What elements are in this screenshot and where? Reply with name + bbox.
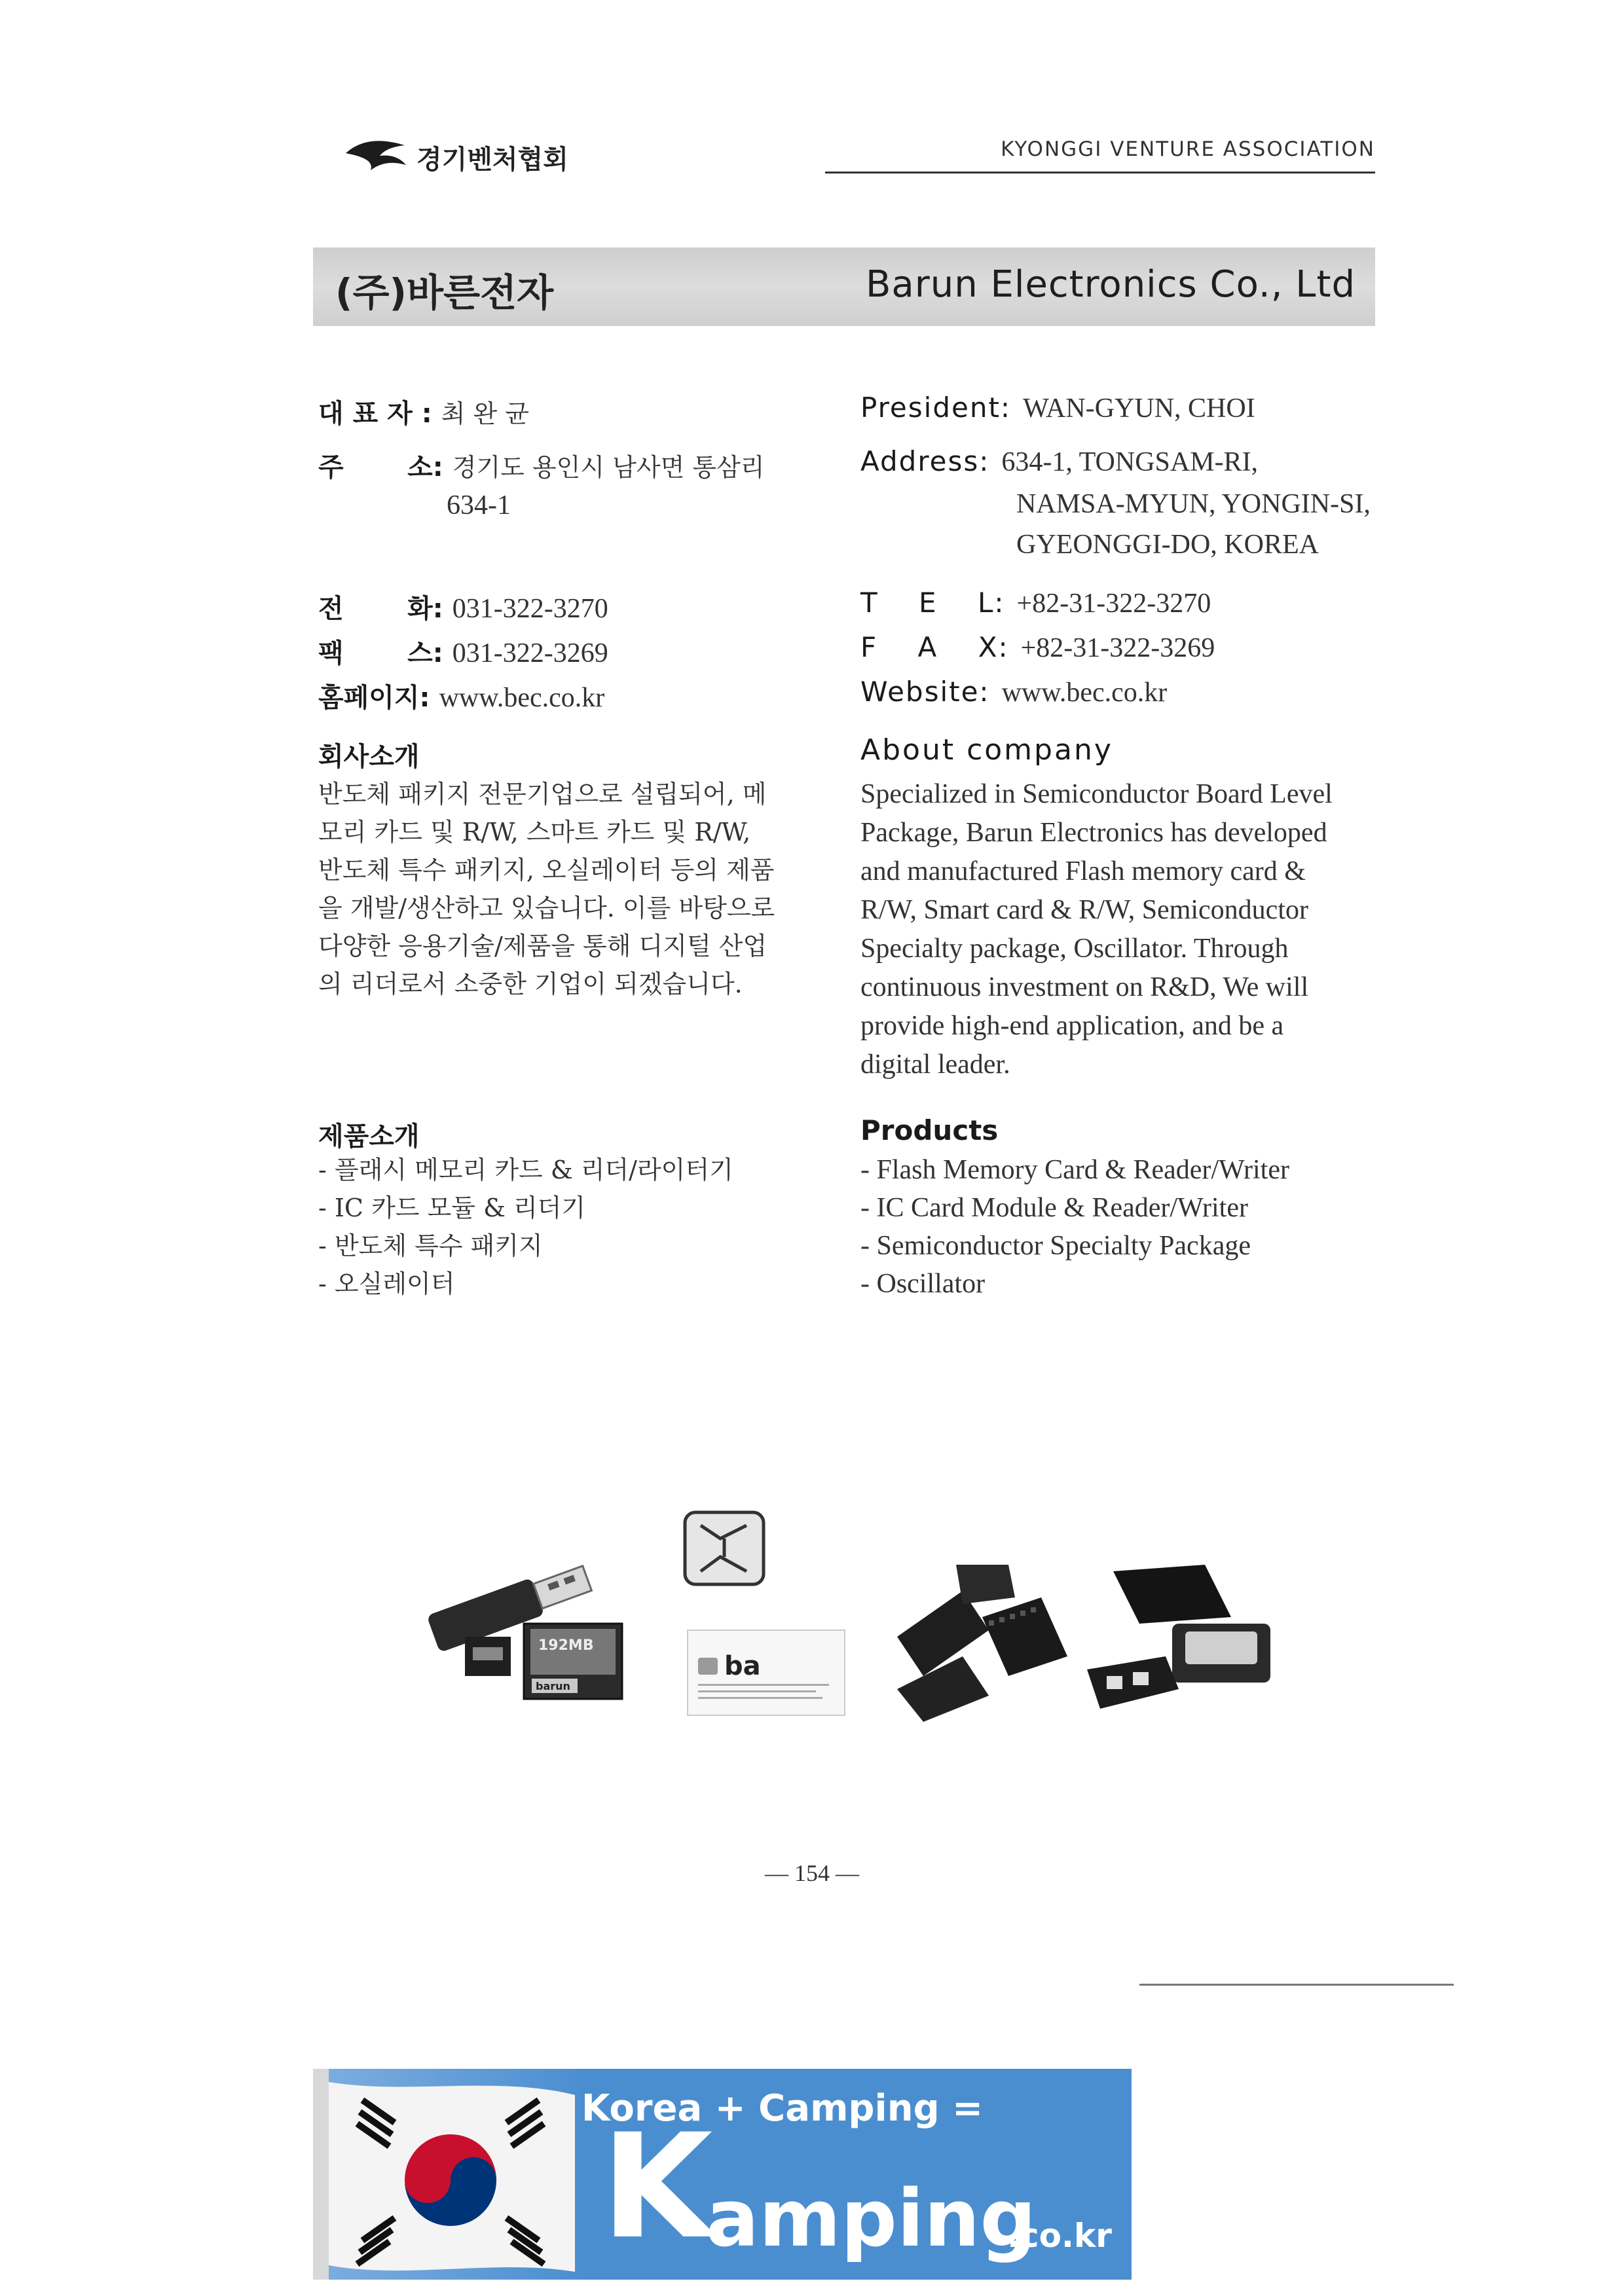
smart-card-brand: ba	[724, 1651, 761, 1681]
kr-tel-row	[318, 588, 608, 625]
kr-ceo-label: 대 표 자 :	[318, 399, 432, 429]
about-text-korean	[318, 775, 822, 1003]
products-list-english	[860, 1151, 1289, 1303]
korean-flag-icon	[313, 2069, 588, 2280]
en-president-row	[860, 392, 1255, 424]
product-item-korean: - 플래시 메모리 카드 & 리더/라이터기	[318, 1156, 733, 1184]
association-name: KYONGGI VENTURE ASSOCIATION	[1001, 137, 1375, 161]
about-en-line: and manufactured Flash memory card &	[860, 856, 1306, 886]
product-item-korean: - IC 카드 모듈 & 리더기	[318, 1194, 586, 1222]
kr-homepage-label: 홈페이지:	[318, 683, 430, 713]
memory-card-label: 192MB	[538, 1637, 594, 1654]
en-website-value[interactable]: www.bec.co.kr	[1001, 678, 1168, 708]
kr-address-row	[318, 446, 765, 484]
product-item-english: - IC Card Module & Reader/Writer	[860, 1193, 1248, 1223]
en-fax-value: +82-31-322-3269	[1020, 633, 1215, 663]
product-item-english: - Flash Memory Card & Reader/Writer	[860, 1155, 1289, 1185]
en-tel-row	[860, 587, 1211, 619]
about-heading-korean: 회사소개	[318, 742, 420, 772]
about-heading-english: About company	[860, 733, 1113, 767]
en-address-row	[860, 445, 1258, 478]
product-item-english: - Oscillator	[860, 1269, 986, 1299]
footer-divider	[1139, 1984, 1454, 1986]
about-en-line: R/W, Smart card & R/W, Semiconductor	[860, 895, 1308, 925]
kr-fax-label: 팩 스:	[318, 638, 443, 668]
en-address-label: Address:	[860, 445, 990, 477]
kr-homepage-row	[318, 677, 604, 714]
semiconductor-package-image	[884, 1558, 1094, 1722]
kr-fax-row	[318, 632, 608, 670]
products-heading-english: Products	[860, 1114, 999, 1146]
header-divider	[825, 172, 1375, 173]
en-president-value: WAN-GYUN, CHOI	[1023, 393, 1255, 424]
en-address-line1: 634-1, TONGSAM-RI,	[1001, 447, 1259, 477]
en-address-line3: GYEONGGI-DO, KOREA	[1016, 530, 1319, 560]
products-heading-korean: 제품소개	[318, 1121, 420, 1152]
kr-ceo-row	[318, 393, 529, 430]
about-kr-line: 모리 카드 및 R/W, 스마트 카드 및 R/W,	[318, 818, 751, 847]
swallow-logo-icon	[341, 131, 413, 183]
product-item-korean: - 오실레이터	[318, 1269, 455, 1298]
page-number: — 154 —	[765, 1860, 859, 1886]
kr-homepage-value[interactable]: www.bec.co.kr	[439, 683, 605, 713]
kr-ceo-value: 최 완 균	[441, 399, 529, 428]
en-website-row	[860, 676, 1167, 708]
en-tel-value: +82-31-322-3270	[1016, 589, 1211, 619]
about-en-line: provide high-end application, and be a	[860, 1011, 1284, 1041]
about-en-line: digital leader.	[860, 1049, 1010, 1080]
about-kr-line: 다양한 응용기술/제품을 통해 디지털 산업	[318, 932, 767, 960]
memory-card-brand: barun	[536, 1680, 570, 1692]
en-tel-label: T E L:	[860, 587, 1005, 619]
about-kr-line: 의 리더로서 소중한 기업이 되겠습니다.	[318, 970, 743, 998]
about-en-line: Specialized in Semiconductor Board Level	[860, 779, 1333, 809]
en-fax-row	[860, 631, 1215, 664]
about-text-english	[860, 775, 1378, 1084]
banner-word: amping	[706, 2174, 1037, 2265]
banner-tagline: Korea + Camping =	[581, 2087, 984, 2130]
en-fax-label: F A X:	[860, 631, 1009, 663]
about-kr-line: 반도체 패키지 전문기업으로 설립되어, 메	[318, 780, 767, 809]
kamping-banner[interactable]	[313, 2069, 1132, 2280]
kr-tel-label: 전 화:	[318, 594, 443, 624]
en-president-label: President:	[860, 392, 1012, 424]
products-list-korean	[318, 1151, 733, 1303]
banner-domain: .co.kr	[1007, 2217, 1112, 2255]
about-kr-line: 을 개발/생산하고 있습니다. 이를 바탕으로	[318, 894, 775, 922]
company-title-english: Barun Electronics Co., Ltd	[865, 263, 1356, 306]
about-en-line: continuous investment on R&D, We will	[860, 972, 1309, 1002]
kr-address-line2: 634-1	[447, 490, 511, 520]
company-title-korean: (주)바른전자	[335, 270, 554, 315]
about-kr-line: 반도체 특수 패키지, 오실레이터 등의 제품	[318, 856, 775, 884]
smart-card-products-image	[674, 1506, 858, 1722]
product-item-english: - Semiconductor Specialty Package	[860, 1231, 1251, 1261]
kr-tel-value: 031-322-3270	[452, 594, 608, 624]
kr-address-line1: 경기도 용인시 남사면 통삼리	[452, 453, 765, 482]
banner-big-letter: K	[601, 2103, 713, 2270]
about-en-line: Specialty package, Oscillator. Through	[860, 934, 1289, 964]
flash-memory-products-image	[419, 1525, 629, 1702]
en-address-line2: NAMSA-MYUN, YONGIN-SI,	[1016, 489, 1371, 519]
about-en-line: Package, Barun Electronics has developed	[860, 818, 1327, 848]
en-website-label: Website:	[860, 676, 990, 708]
oscillator-image	[1087, 1558, 1283, 1728]
product-item-korean: - 반도체 특수 패키지	[318, 1231, 543, 1260]
association-logo	[341, 131, 616, 183]
kr-address-label: 주 소:	[318, 452, 443, 483]
kr-fax-value: 031-322-3269	[452, 638, 608, 668]
logo-text: 경기벤처협회	[416, 144, 568, 175]
